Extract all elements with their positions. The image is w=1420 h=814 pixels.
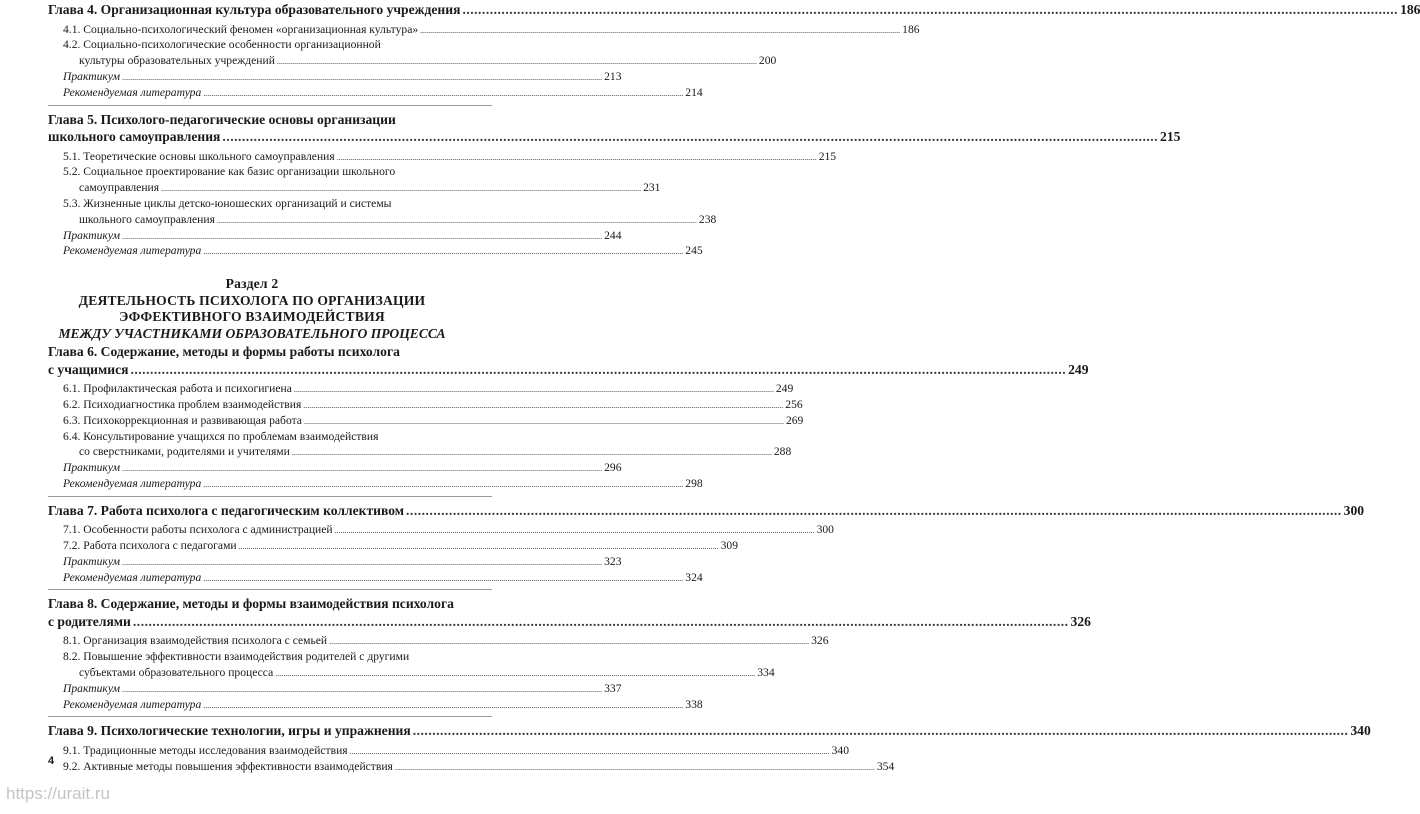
section-title: 4.2. Социально-психологические особенности организационной — [63, 38, 381, 52]
section-title: 4.1. Социально-психологический феномен «организационная культура» — [63, 22, 419, 36]
chapter-divider — [48, 589, 492, 590]
extra-title: Рекомендуемая литература — [63, 570, 202, 584]
page-ref: 296 — [604, 461, 622, 475]
page-ref: 337 — [604, 681, 622, 695]
page-ref: 256 — [785, 397, 803, 411]
dot-leader — [203, 571, 683, 584]
page-ref: 238 — [698, 212, 717, 226]
page-ref: 245 — [685, 244, 703, 258]
dot-leader — [122, 70, 602, 83]
chapter-title: с родителями — [48, 613, 131, 629]
dot-leader — [304, 414, 784, 427]
extra-title: Практикум — [63, 69, 121, 83]
section-title: 8.2. Повышение эффективности взаимодействия родителей с другими — [63, 650, 410, 664]
page-ref: 326 — [1070, 613, 1091, 629]
dot-leader — [294, 382, 774, 395]
page-ref: 340 — [831, 743, 850, 757]
page-ref: 334 — [757, 666, 775, 679]
extra-title: Рекомендуемая литература — [63, 697, 202, 711]
page-ref: 326 — [811, 634, 829, 648]
page-ref: 288 — [773, 445, 792, 459]
section-title: 6.3. Психокоррекционная и развивающая работа — [63, 413, 302, 427]
section-title-line: ЭФФЕКТИВНОГО ВЗАИМОДЕЙСТВИЯ — [119, 309, 385, 325]
extra-title: Рекомендуемая литература — [63, 244, 202, 258]
dot-leader — [275, 666, 755, 679]
section-title: 6.1. Профилактическая работа и психогигиена — [63, 382, 292, 396]
page-ref: 298 — [685, 476, 703, 490]
chapter-title: Глава 9. Психологические технологии, игры и упражнения — [48, 723, 411, 739]
page-ref: 340 — [1350, 723, 1371, 739]
page-ref: 249 — [1068, 361, 1089, 377]
section-title-line: МЕЖДУ УЧАСТНИКАМИ ОБРАЗОВАТЕЛЬНОГО ПРОЦЕССА — [58, 325, 446, 341]
extra-title: Практикум — [63, 681, 121, 695]
section-title: субъектами образовательного процесса — [79, 666, 274, 679]
dot-leader — [277, 54, 757, 67]
dot-leader — [406, 503, 1342, 519]
dot-leader — [203, 477, 683, 490]
dot-leader — [217, 213, 697, 226]
chapter-title: Глава 5. Психолого-педагогические основы организации — [48, 111, 396, 127]
extra-title: Рекомендуемая литература — [63, 85, 202, 99]
page-ref: 213 — [604, 69, 622, 83]
section-title: со сверстниками, родителями и учителями — [79, 445, 290, 459]
page-ref: 244 — [604, 228, 622, 242]
section-title: 9.1. Традиционные методы исследования взаимодействия — [63, 743, 348, 757]
section-title: 7.1. Особенности работы психолога с администрацией — [63, 523, 333, 537]
dot-leader — [122, 229, 602, 242]
page-ref: 215 — [818, 149, 837, 163]
page-ref: 324 — [685, 570, 703, 584]
section-title: 7.2. Работа психолога с педагогами — [63, 539, 237, 552]
section-title: 6.2. Психодиагностика проблем взаимодействия — [63, 397, 302, 411]
dot-leader — [329, 634, 809, 647]
section-title: 5.1. Теоретические основы школьного самоуправления — [63, 149, 335, 163]
extra-title: Практикум — [63, 228, 121, 242]
page-ref: 354 — [876, 759, 895, 773]
page-ref: 300 — [816, 523, 834, 537]
chapter-divider — [48, 105, 492, 106]
section-title: 9.2. Активные методы повышения эффективности взаимодействия — [63, 759, 393, 773]
chapter-title: с учащимися — [48, 361, 129, 377]
page-ref: 249 — [775, 382, 794, 396]
dot-leader — [292, 445, 772, 458]
page-number: 4 — [48, 755, 55, 767]
dot-leader — [413, 723, 1349, 739]
page-ref: 269 — [785, 413, 804, 427]
chapter-title: Глава 6. Содержание, методы и формы работы психолога — [48, 344, 400, 360]
dot-leader — [133, 614, 1069, 630]
dot-leader — [462, 2, 1398, 18]
chapter-title: Глава 8. Содержание, методы и формы взаимодействия психолога — [48, 596, 454, 612]
section-title: 8.1. Организация взаимодействия психолога с семьей — [63, 634, 328, 648]
page-ref: 186 — [902, 22, 920, 36]
dot-leader — [303, 398, 783, 411]
page-ref: 300 — [1343, 502, 1365, 518]
page-ref: 231 — [643, 181, 661, 195]
section-title: культуры образовательных учреждений — [79, 54, 275, 68]
section-title: 5.2. Социальное проектирование как базис организации школьного — [63, 165, 396, 179]
page-ref: 186 — [1400, 2, 1420, 17]
dot-leader — [420, 23, 900, 36]
dot-leader — [239, 539, 719, 552]
chapter-title: Глава 4. Организационная культура образовательного учреждения — [48, 2, 461, 17]
dot-leader — [122, 555, 602, 568]
dot-leader — [122, 682, 602, 695]
dot-leader — [350, 744, 830, 757]
chapter-divider — [48, 496, 492, 497]
chapter-title: Глава 7. Работа психолога с педагогическим коллективом — [48, 502, 405, 518]
chapter-title: школьного самоуправления — [48, 129, 221, 144]
section-title: 6.4. Консультирование учащихся по проблемам взаимодействия — [63, 429, 379, 443]
page-ref: 309 — [720, 539, 738, 552]
dot-leader — [161, 181, 641, 194]
dot-leader — [337, 150, 817, 163]
extra-title: Рекомендуемая литература — [63, 476, 202, 490]
site-watermark: https://urait.ru — [6, 784, 110, 803]
page-ref: 323 — [604, 554, 622, 568]
dot-leader — [122, 461, 602, 474]
section-title: 5.3. Жизненные циклы детско-юношеских организаций и системы — [63, 196, 392, 210]
dot-leader — [222, 129, 1158, 145]
dot-leader — [203, 86, 683, 99]
dot-leader — [130, 362, 1066, 378]
page-ref: 338 — [685, 697, 703, 711]
extra-title: Практикум — [63, 554, 121, 568]
section-title-line: ДЕЯТЕЛЬНОСТЬ ПСИХОЛОГА ПО ОРГАНИЗАЦИИ — [78, 292, 426, 308]
chapter-divider — [48, 716, 492, 717]
dot-leader — [335, 523, 815, 536]
page-ref: 200 — [758, 54, 777, 68]
page-ref: 215 — [1160, 129, 1181, 144]
page-ref: 214 — [685, 85, 703, 99]
section-title: самоуправления — [79, 181, 160, 195]
dot-leader — [203, 698, 683, 711]
dot-leader — [203, 244, 683, 257]
extra-title: Практикум — [63, 461, 121, 475]
section-title: школьного самоуправления — [79, 212, 215, 226]
dot-leader — [395, 760, 875, 773]
section-number: Раздел 2 — [225, 276, 279, 292]
